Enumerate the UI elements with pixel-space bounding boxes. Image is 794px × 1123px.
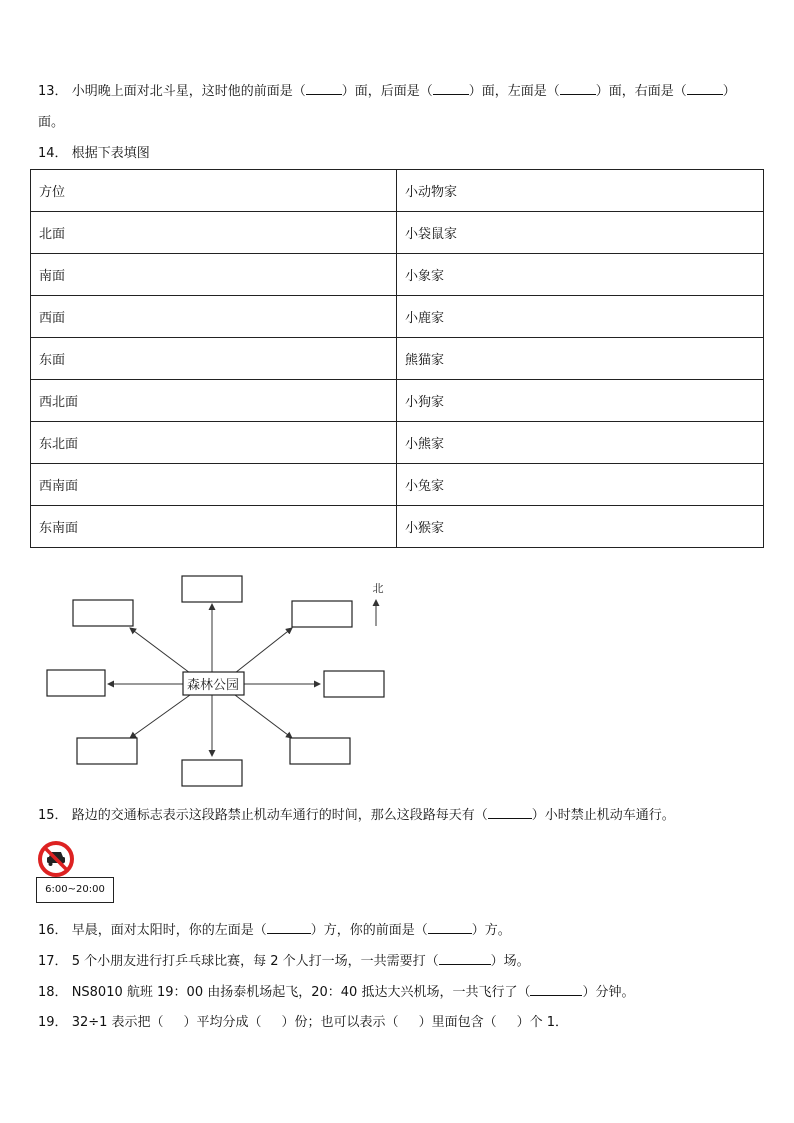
question-13-continued <box>38 114 64 132</box>
question-17 <box>38 952 530 971</box>
table-row <box>31 296 764 338</box>
question-text: 路边的交通标志表示这段路禁止机动车通行的时间，那么这段路每天有（ <box>71 808 488 823</box>
arrow-southeast <box>235 695 292 738</box>
answer-blank[interactable] <box>267 921 311 934</box>
question-text: 32÷1 表示把（ <box>71 1015 164 1030</box>
table-cell: 小熊家 <box>397 422 764 464</box>
no-motor-vehicle-sign-icon <box>36 840 76 880</box>
table-row <box>31 338 764 380</box>
table-row <box>31 212 764 254</box>
question-14 <box>38 145 150 163</box>
question-text: 早晨，面对太阳时，你的左面是（ <box>71 923 267 938</box>
question-13 <box>38 82 736 101</box>
table-cell: 小鹿家 <box>397 296 764 338</box>
question-text: ）方，你的前面是（ <box>310 923 428 938</box>
table-cell: 小狗家 <box>397 380 764 422</box>
table-cell: 小兔家 <box>397 464 764 506</box>
box-south[interactable] <box>182 760 242 786</box>
question-text: ）面，后面是（ <box>341 84 433 99</box>
table-row <box>31 422 764 464</box>
question-text: ）场。 <box>490 954 530 969</box>
question-text: ）分钟。 <box>582 985 635 1000</box>
question-number: 19． <box>38 1015 68 1030</box>
question-text: ）里面包含（ <box>418 1015 497 1030</box>
question-15 <box>38 806 675 825</box>
answer-blank[interactable] <box>530 983 582 996</box>
table-row <box>31 254 764 296</box>
table-cell: 南面 <box>31 254 397 296</box>
arrow-northwest <box>130 628 190 673</box>
answer-blank[interactable] <box>687 82 723 95</box>
table-header-row <box>31 170 764 212</box>
question-text: 面。 <box>38 115 65 130</box>
table-cell: 小袋鼠家 <box>397 212 764 254</box>
table-header: 方位 <box>31 170 397 212</box>
answer-blank[interactable] <box>306 82 342 95</box>
question-text: ）方。 <box>471 923 511 938</box>
table-cell: 熊猫家 <box>397 338 764 380</box>
table-cell: 西面 <box>31 296 397 338</box>
box-southwest[interactable] <box>77 738 137 764</box>
box-southeast[interactable] <box>290 738 350 764</box>
table-cell: 东面 <box>31 338 397 380</box>
question-number: 13． <box>38 84 68 99</box>
box-northwest[interactable] <box>73 600 133 626</box>
table-cell: 北面 <box>31 212 397 254</box>
question-text: ）面，左面是（ <box>468 84 560 99</box>
table-row <box>31 506 764 548</box>
box-northeast[interactable] <box>292 601 352 627</box>
box-north[interactable] <box>182 576 242 602</box>
question-text: 小明晚上面对北斗星，这时他的前面是（ <box>71 84 306 99</box>
center-label: 森林公园 <box>186 678 240 693</box>
question-16 <box>38 921 511 940</box>
question-number: 16． <box>38 923 68 938</box>
question-text: NS8010 航班 19：00 由扬泰机场起飞，20：40 抵达大兴机场，一共飞行了（ <box>71 985 531 1000</box>
table-cell: 东南面 <box>31 506 397 548</box>
answer-blank[interactable] <box>428 921 472 934</box>
answer-blank[interactable] <box>560 82 596 95</box>
question-text: ） <box>722 84 736 99</box>
direction-diagram <box>40 570 400 792</box>
question-text: 5 个小朋友进行打乒乓球比赛，每 2 个人打一场，一共需要打（ <box>71 954 439 969</box>
box-east[interactable] <box>324 671 384 697</box>
direction-table <box>30 169 764 548</box>
table-cell: 东北面 <box>31 422 397 464</box>
question-number: 17． <box>38 954 68 969</box>
table-cell: 小象家 <box>397 254 764 296</box>
question-19 <box>38 1014 568 1032</box>
question-text: ）小时禁止机动车通行。 <box>531 808 675 823</box>
table-header: 小动物家 <box>397 170 764 212</box>
arrow-southwest <box>130 695 190 738</box>
arrow-northeast <box>235 628 292 673</box>
question-number: 18． <box>38 985 68 1000</box>
question-18 <box>38 983 634 1002</box>
table-cell: 西南面 <box>31 464 397 506</box>
table-row <box>31 380 764 422</box>
question-number: 15． <box>38 808 68 823</box>
north-label: 北 <box>372 582 384 595</box>
question-text: ）个 1． <box>516 1015 568 1030</box>
question-number: 14． <box>38 146 68 161</box>
answer-blank[interactable] <box>488 806 532 819</box>
question-text: 根据下表填图 <box>71 146 150 161</box>
table-row <box>31 464 764 506</box>
question-text: ）份；也可以表示（ <box>281 1015 399 1030</box>
box-west[interactable] <box>47 670 105 696</box>
sign-time-plate: 6:00~20:00 <box>36 877 114 903</box>
answer-blank[interactable] <box>439 952 491 965</box>
table-cell: 西北面 <box>31 380 397 422</box>
answer-blank[interactable] <box>433 82 469 95</box>
table-cell: 小猴家 <box>397 506 764 548</box>
question-text: ）面，右面是（ <box>595 84 687 99</box>
question-text: ）平均分成（ <box>183 1015 262 1030</box>
